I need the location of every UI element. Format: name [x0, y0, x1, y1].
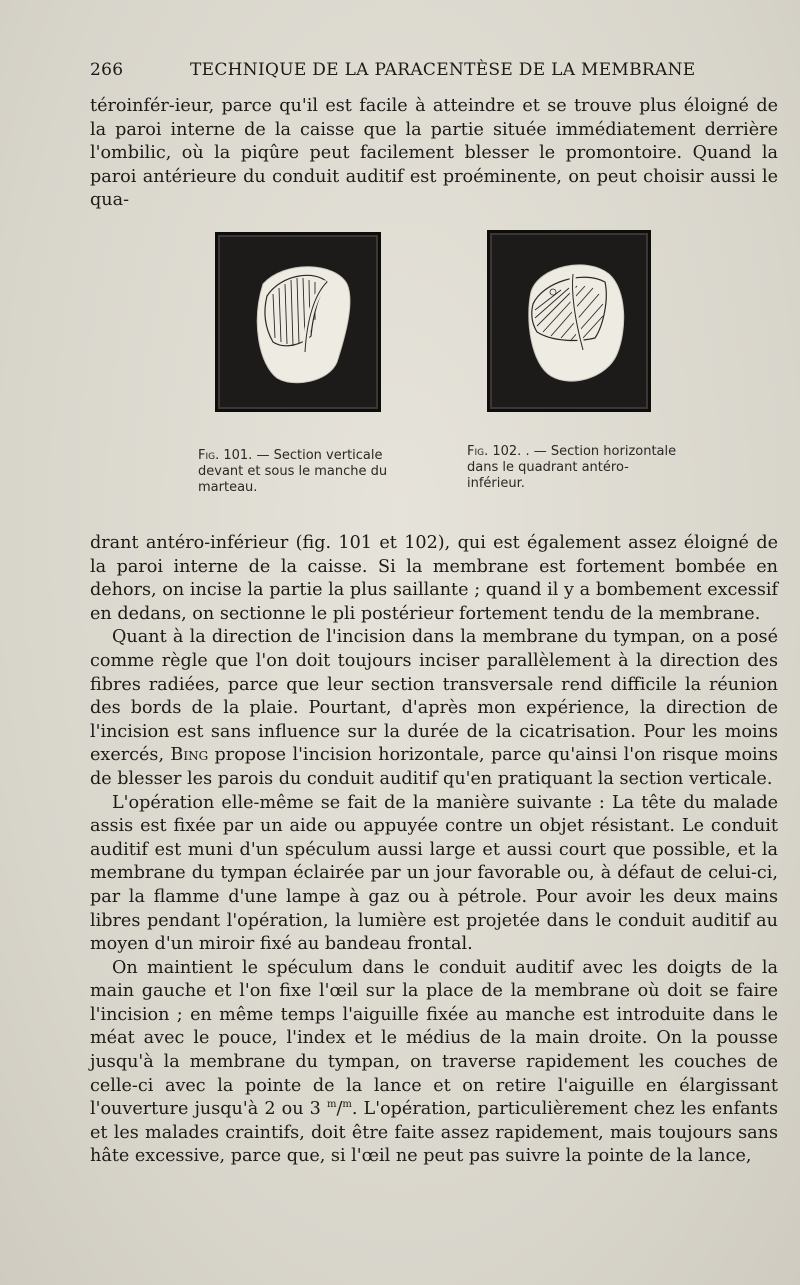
- figure-102: [487, 230, 651, 412]
- body-text: [90, 532, 778, 1169]
- author-name: Bing: [170, 745, 209, 766]
- caption-text: — Section verticale devant et sous le manche du marteau.: [198, 448, 388, 495]
- caption-text: . — Section horizontale dans le quadrant antéro-inférieur.: [467, 444, 677, 491]
- running-title: TECHNIQUE DE LA PARACENTÈSE DE LA MEMBRANE: [190, 60, 696, 80]
- paragraph: téroinfér-ieur, parce qu'il est facile à atteindre et se trouve plus éloigné de la paroi interne de la caisse que la partie située immédiatement derrière l'ombilic, où la piqûre peut facilement blesser le promontoire. Quand la paroi antérieure du conduit auditif est proéminente, on peut choisir aussi le qua-: [90, 96, 778, 211]
- tympanic-membrane-illustration-101: [215, 232, 381, 412]
- tympanic-membrane-illustration-102: [487, 230, 651, 412]
- paragraph-continuation-top: [90, 95, 778, 213]
- page-number: 266: [90, 60, 124, 80]
- figure-101: [215, 232, 381, 412]
- figure-label: Fig. 101.: [198, 448, 253, 463]
- figure-label: Fig. 102.: [467, 444, 522, 459]
- figure-102-caption: [467, 444, 681, 492]
- paragraph: Quant à la direction de l'incision dans la membrane du tympan, on a posé comme règle que l'on doit toujours inciser parallèlement à la direction des fibres radiées, parce que leur section transversale rend difficile la réunion des bords de la plaie. Pourtant, d'après mon expérience, la direction de l'incision est sans influence sur la durée de la cicatrisation. Pour les moins exercés, Bing propose l'incision horizontale, parce qu'ainsi l'on risque moins de blesser les parois du conduit auditif qu'en pratiquant la section verticale.: [90, 627, 779, 789]
- paragraph: L'opération elle-même se fait de la manière suivante : La tête du malade assis est fixée par un aide ou appuyée contre un objet résistant. Le conduit auditif est muni d'un spéculum aussi large et aussi court que possible, et la membrane du tympan éclairée par un jour favorable ou, à défaut de celui-ci, par la flamme d'une lampe à gaz ou à pétrole. Pour avoir les deux mains libres pendant l'opération, la lumière est projetée dans le conduit auditif au moyen d'un miroir fixé au bandeau frontal.: [90, 792, 778, 955]
- paragraph: On maintient le spéculum dans le conduit auditif avec les doigts de la main gauche et l'on fixe l'œil sur la place de la membrane où doit se faire l'incision ; en même temps l'aiguille fixée au manche est introduite dans le méat avec le pouce, l'index et le médius de la main droite. On la pousse jusqu'à la membrane du tympan, on traverse rapidement les couches de celle-ci avec la pointe de la lance et on retire l'aiguille en élargissant l'ouverture jusqu'à 2 ou 3 $^m$/$^m$. L'opération, particulièrement chez les enfants et les malades craintifs, doit être faite assez rapidement, mais toujours sans hâte excessive, parce que, si l'œil ne peut pas suivre la pointe de la lance,: [90, 957, 779, 1167]
- paragraph: drant antéro-inférieur (fig. 101 et 102), qui est également assez éloigné de la paroi interne de la caisse. Si la membrane est fortement bombée en dehors, on incise la partie la plus saillante ; quand il y a bombement excessif en dedans, on sectionne le pli postérieur fortement tendu de la membrane.: [90, 533, 778, 624]
- figure-101-caption: [198, 448, 406, 496]
